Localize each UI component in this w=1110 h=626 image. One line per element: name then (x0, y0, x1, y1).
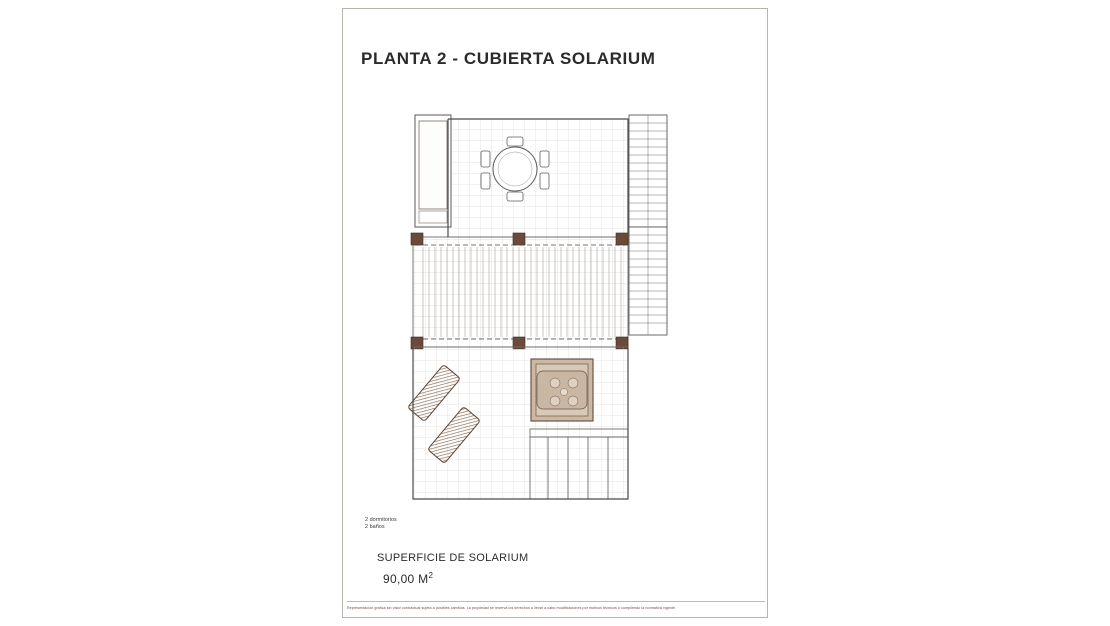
jacuzzi (531, 359, 593, 421)
area-unit-exponent: 2 (428, 571, 434, 580)
area-number: 90,00 M (383, 572, 429, 586)
page-title: PLANTA 2 - CUBIERTA SOLARIUM (361, 49, 656, 68)
disclaimer-text: Representación gráfica sin valor contractual sujeta a posibles cambios. La propiedad se reserva los derechos a llevar a cabo modificaciones por motivos técnicos o cumpliendo la normativa vigente. (347, 606, 677, 610)
area-label: SUPERFICIE DE SOLARIUM (377, 552, 529, 564)
area-value (383, 571, 433, 586)
footer-divider (347, 601, 765, 602)
bedrooms-text: 2 dormitorios (365, 517, 397, 523)
pergola-floor (413, 237, 628, 347)
storage-room-inner (419, 121, 447, 209)
plan-svg (403, 107, 733, 507)
bathrooms-text: 2 baños (365, 524, 385, 530)
storage-room-door (419, 211, 447, 223)
unit-summary (365, 517, 397, 531)
floor-plan-drawing (403, 107, 733, 507)
floor-plan-sheet (342, 8, 768, 618)
round-dining-table (493, 147, 537, 191)
upper-terrace-floor (448, 119, 628, 237)
